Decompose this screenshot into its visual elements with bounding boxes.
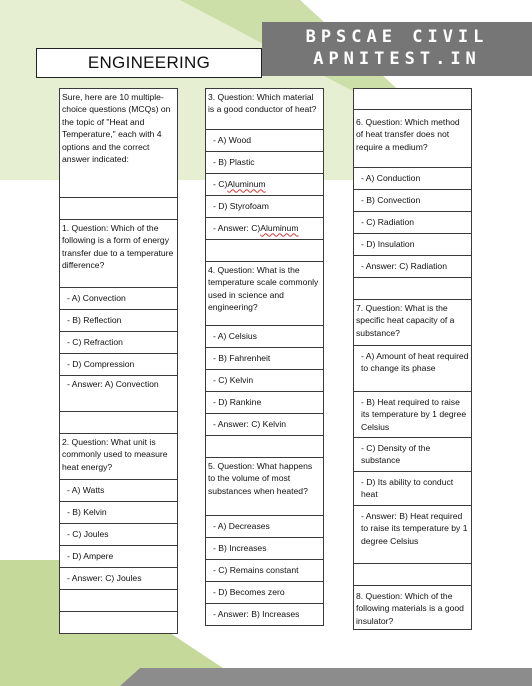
- question-column-1: [59, 88, 178, 634]
- q5-option-d: - D) Becomes zero: [205, 582, 324, 604]
- question-column-2: [205, 88, 324, 626]
- q4-option-b: - B) Fahrenheit: [205, 348, 324, 370]
- q6-option-d: - D) Insulation: [353, 234, 472, 256]
- spacer-cell: [353, 564, 472, 586]
- question-7: 7. Question: What is the specific heat capacity of a substance?: [353, 300, 472, 346]
- q7-answer: - Answer: B) Heat required to raise its temperature by 1 degree Celsius: [353, 506, 472, 564]
- spacer-cell: [353, 88, 472, 110]
- q7-option-c: - C) Density of the substance: [353, 438, 472, 472]
- banner-line-2: APNITEST.IN: [313, 49, 481, 69]
- spacer-cell: [59, 612, 178, 634]
- q6-option-a: - A) Conduction: [353, 168, 472, 190]
- q2-option-a: - A) Watts: [59, 480, 178, 502]
- q4-option-a: - A) Celsius: [205, 326, 324, 348]
- spacer-cell: [59, 412, 178, 434]
- q1-option-d: - D) Compression: [59, 354, 178, 376]
- q3-option-b: - B) Plastic: [205, 152, 324, 174]
- question-4: 4. Question: What is the temperature scale commonly used in science and engineering?: [205, 262, 324, 326]
- spacer-cell: [205, 240, 324, 262]
- q6-option-b: - B) Convection: [353, 190, 472, 212]
- site-banner: [262, 22, 532, 76]
- q2-option-c: - C) Joules: [59, 524, 178, 546]
- intro-text: Sure, here are 10 multiple-choice questions (MCQs) on the topic of "Heat and Temperature," each with 4 options and the correct answer indicated:: [59, 88, 178, 198]
- spacer-cell: [59, 590, 178, 612]
- q4-option-c: - C) Kelvin: [205, 370, 324, 392]
- spacer-cell: [59, 198, 178, 220]
- question-5: 5. Question: What happens to the volume of most substances when heated?: [205, 458, 324, 516]
- q7-option-b: - B) Heat required to raise its temperature by 1 degree Celsius: [353, 392, 472, 438]
- q4-answer: - Answer: C) Kelvin: [205, 414, 324, 436]
- q7-option-a: - A) Amount of heat required to change its phase: [353, 346, 472, 392]
- banner-line-1: BPSCAE CIVIL: [305, 27, 489, 47]
- q1-option-b: - B) Reflection: [59, 310, 178, 332]
- q2-answer: - Answer: C) Joules: [59, 568, 178, 590]
- subject-title: ENGINEERING: [36, 48, 262, 78]
- question-2: 2. Question: What unit is commonly used to measure heat energy?: [59, 434, 178, 480]
- q1-answer: - Answer: A) Convection: [59, 376, 178, 412]
- q5-option-b: - B) Increases: [205, 538, 324, 560]
- spacer-cell: [205, 436, 324, 458]
- spellcheck-word: Aluminum: [260, 223, 299, 234]
- q5-option-c: - C) Remains constant: [205, 560, 324, 582]
- q3-option-d: - D) Styrofoam: [205, 196, 324, 218]
- question-1: 1. Question: Which of the following is a form of energy transfer due to a temperature difference?: [59, 220, 178, 288]
- question-3: 3. Question: Which material is a good conductor of heat?: [205, 88, 324, 130]
- q1-option-c: - C) Refraction: [59, 332, 178, 354]
- q2-option-b: - B) Kelvin: [59, 502, 178, 524]
- q2-option-d: - D) Ampere: [59, 546, 178, 568]
- q3-option-a: - A) Wood: [205, 130, 324, 152]
- question-8: 8. Question: Which of the following materials is a good insulator?: [353, 586, 472, 630]
- q6-option-c: - C) Radiation: [353, 212, 472, 234]
- q5-option-a: - A) Decreases: [205, 516, 324, 538]
- q6-answer: - Answer: C) Radiation: [353, 256, 472, 278]
- q1-option-a: - A) Convection: [59, 288, 178, 310]
- q7-option-d: - D) Its ability to conduct heat: [353, 472, 472, 506]
- q3-option-c: - C) Aluminum: [205, 174, 324, 196]
- spellcheck-word: Aluminum: [227, 179, 266, 190]
- q4-option-d: - D) Rankine: [205, 392, 324, 414]
- question-6: 6. Question: Which method of heat transfer does not require a medium?: [353, 110, 472, 168]
- q3-answer: - Answer: C) Aluminum: [205, 218, 324, 240]
- question-column-3: [353, 88, 472, 630]
- spacer-cell: [353, 278, 472, 300]
- q5-answer: - Answer: B) Increases: [205, 604, 324, 626]
